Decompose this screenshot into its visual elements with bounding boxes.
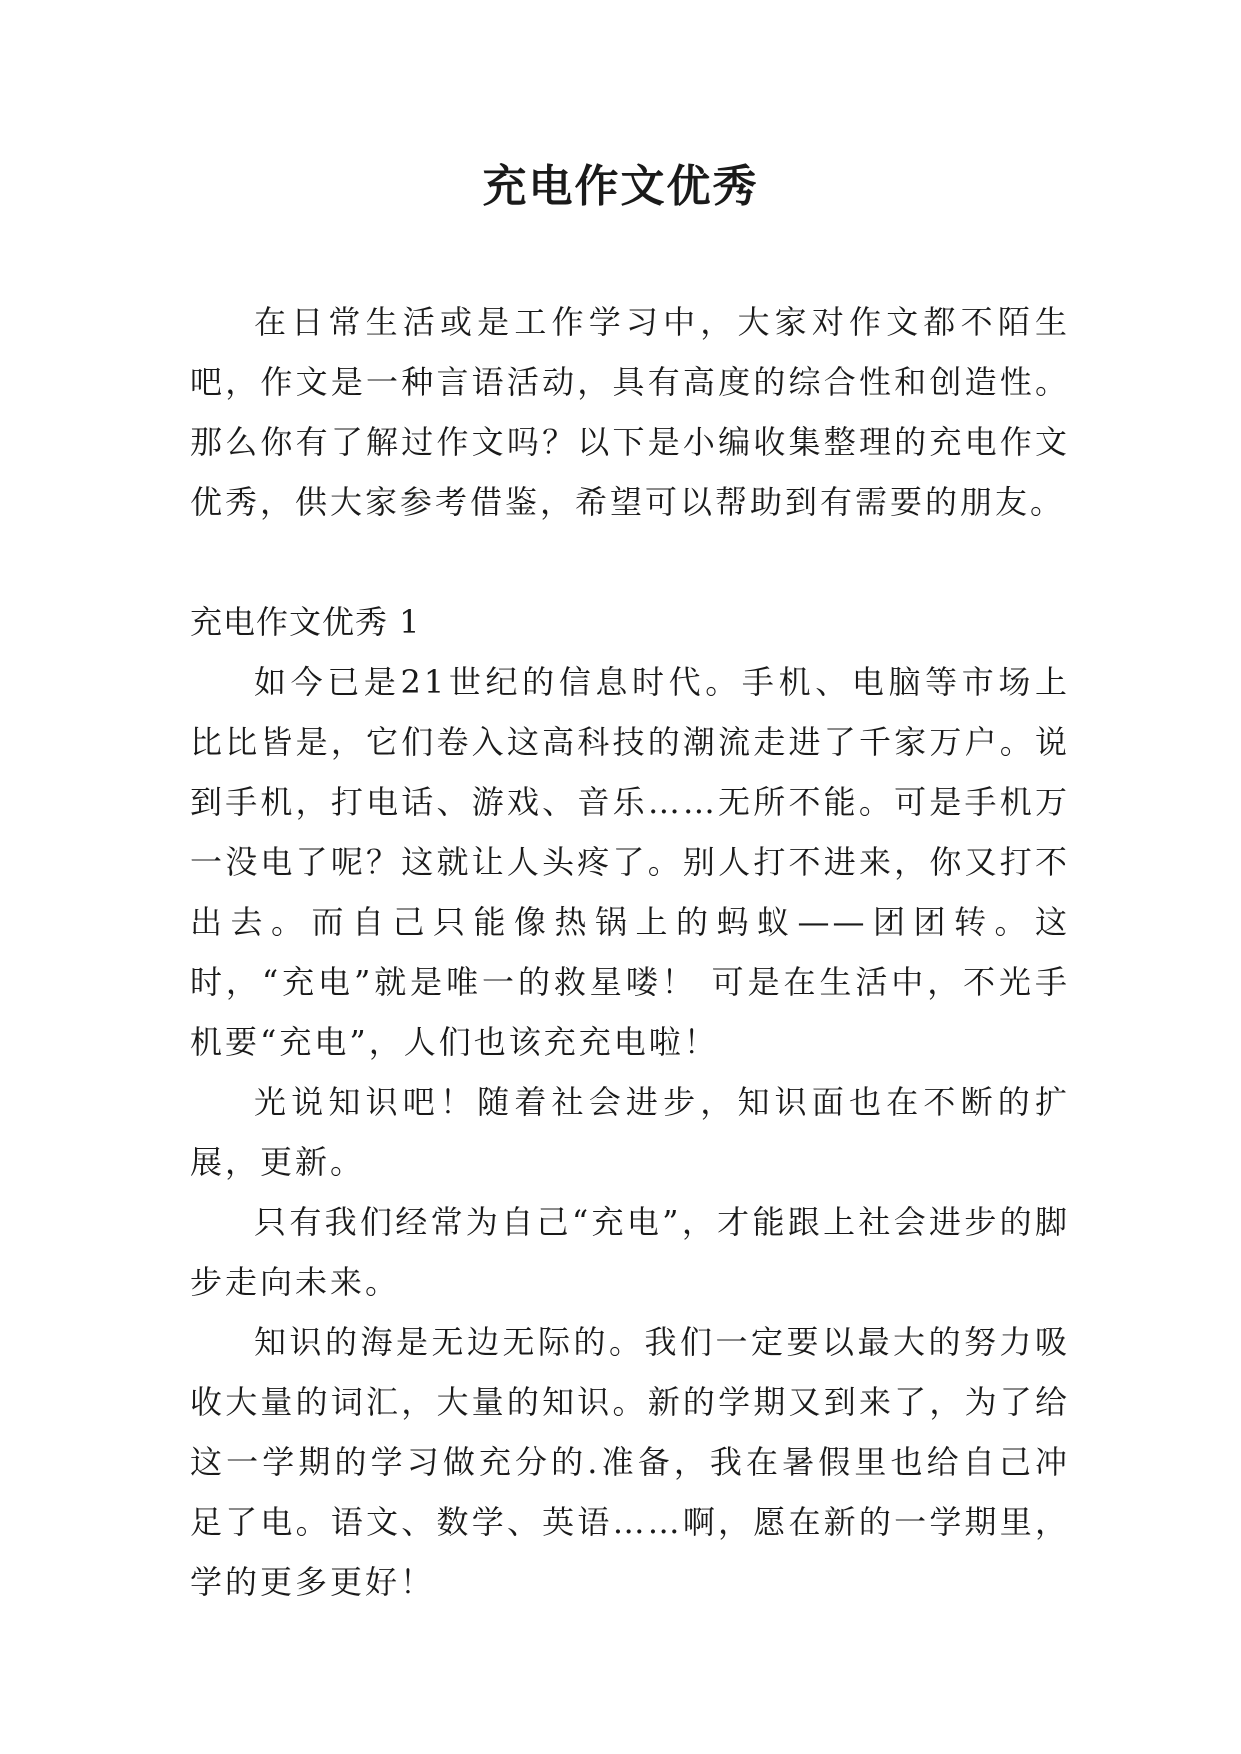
- document-title: 充电作文优秀: [482, 161, 759, 212]
- body-paragraph-3: 只有我们经常为自己“充电”，才能跟上社会进步的脚步走向未来。: [190, 1203, 1070, 1301]
- intro-paragraph: 在日常生活或是工作学习中，大家对作文都不陌生吧，作文是一种言语活动，具有高度的综合性和创造性。那么你有了解过作文吗？以下是小编收集整理的充电作文优秀，供大家参考借鉴，希望可以帮助到有需要的朋友。: [190, 303, 1070, 521]
- body-paragraph-1: 如今已是21世纪的信息时代。手机、电脑等市场上比比皆是，它们卷入这高科技的潮流走进了千家万户。说到手机，打电话、游戏、音乐……无所不能。可是手机万一没电了呢？这就让人头疼了。别人打不进来，你又打不出去。而自己只能像热锅上的蚂蚁——团团转。这时，“充电”就是唯一的救星喽！ 可是在生活中，不光手机要“充电”，人们也该充充电啦！: [190, 663, 1070, 1061]
- body-paragraph-4: 知识的海是无边无际的。我们一定要以最大的努力吸收大量的词汇，大量的知识。新的学期又到来了，为了给这一学期的学习做充分的.准备，我在暑假里也给自己冲足了电。语文、数学、英语……啊，愿在新的一学期里，学的更多更好！: [190, 1323, 1070, 1601]
- section-heading: 充电作文优秀 1: [190, 603, 421, 641]
- document-body: [190, 292, 1070, 1612]
- body-paragraph-2: 光说知识吧！随着社会进步，知识面也在不断的扩展，更新。: [190, 1083, 1070, 1181]
- section-spacer: [190, 532, 1070, 592]
